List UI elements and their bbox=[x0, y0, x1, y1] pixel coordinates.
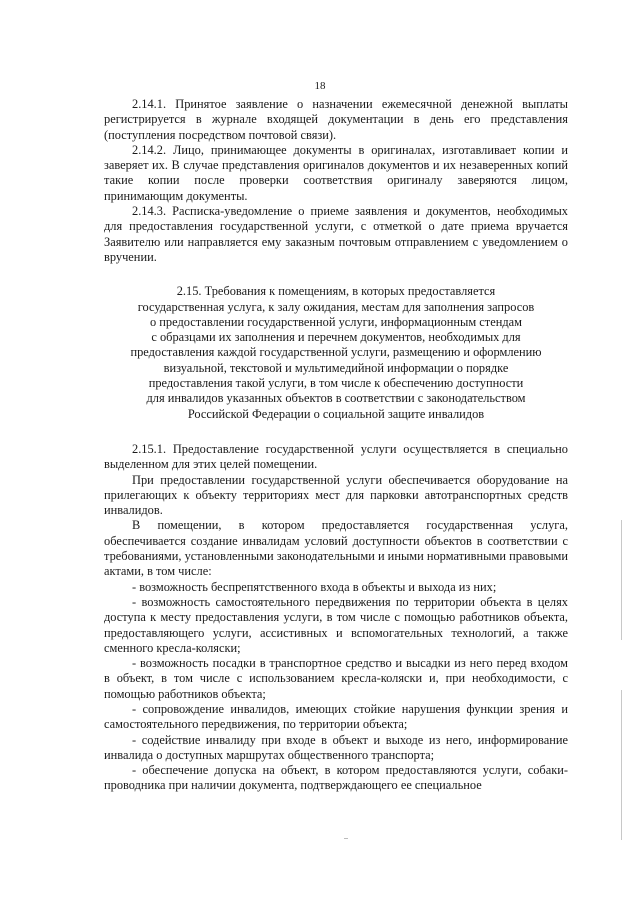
paragraph-2-14-1: 2.14.1. Принятое заявление о назначении ежемесячной денежной выплаты регистрируется в журнале входящей документации в день его представления (поступления посредством почтовой связи). bbox=[104, 97, 568, 142]
section-title-line: с образцами их заполнения и перечнем документов, необходимых для bbox=[151, 330, 521, 345]
section-title-line: 2.15. Требования к помещениям, в которых предоставляется bbox=[176, 284, 496, 299]
page-number: 18 bbox=[314, 80, 326, 92]
list-item: - возможность посадки в транспортное средство и высадки из него перед входом в объект, в том числе с использованием кресла-коляски и, при необходимости, с помощью работников объекта; bbox=[104, 656, 568, 701]
section-title-line: о предоставлении государственной услуги, информационным стендам bbox=[150, 314, 522, 329]
paragraph-2-14-3: 2.14.3. Расписка-уведомление о приеме заявления и документов, необходимых для предоставления государственной услуги, с отметкой о дате приема вручается Заявителю или направляется ему заказным почтовым отправлением с уведомлением о вручении. bbox=[104, 204, 568, 264]
section-title-line: предоставления такой услуги, в том числе к обеспечению доступности bbox=[148, 376, 524, 391]
section-title-2-15 bbox=[104, 284, 568, 422]
scan-speck bbox=[344, 838, 348, 839]
list-item: - сопровождение инвалидов, имеющих стойкие нарушения функции зрения и самостоятельного передвижения, по территории объекта; bbox=[104, 701, 568, 732]
list-item: - возможность самостоятельного передвижения по территории объекта в целях доступа к месту предоставления услуги, в том числе с помощью работников объекта, предоставляющего услуги, ассистивных и вспомогательных технологий, а также сменного кресла-коляски; bbox=[104, 594, 568, 655]
document-body bbox=[104, 97, 568, 794]
section-title-line: государственная услуга, к залу ожидания, местам для заполнения запросов bbox=[137, 299, 535, 314]
section-title-line: предоставления каждой государственной услуги, размещению и оформлению bbox=[130, 345, 542, 360]
list-item: - обеспечение допуска на объект, в котором предоставляются услуги, собаки-проводника при наличии документа, подтверждающего ее специальное bbox=[104, 763, 568, 793]
scan-edge-mark bbox=[621, 520, 622, 640]
paragraph-parking: При предоставлении государственной услуги обеспечивается оборудование на прилегающих к объекту территориях мест для парковки автотранспортных средств инвалидов. bbox=[104, 472, 568, 518]
paragraph-accessibility-intro: В помещении, в котором предоставляется государственная услуга, обеспечивается создание инвалидам условий доступности объектов в соответствии с требованиями, установленными законодательными и иными нормативными правовыми актами, в том числе: bbox=[104, 518, 568, 579]
paragraph-2-15-1: 2.15.1. Предоставление государственной услуги осуществляется в специально выделенном для этих целей помещении. bbox=[104, 441, 568, 472]
section-title-line: Российской Федерации о социальной защите инвалидов bbox=[187, 406, 485, 421]
list-item: - содействие инвалиду при входе в объект и выходе из него, информирование инвалида о доступных маршрутах общественного транспорта; bbox=[104, 732, 568, 762]
section-title-line: для инвалидов указанных объектов в соответствии с законодательством bbox=[146, 391, 526, 406]
paragraph-2-14-2: 2.14.2. Лицо, принимающее документы в оригиналах, изготавливает копии и заверяет их. В случае представления оригиналов документов и их незаверенных копий такие копии после проверки соответствия оригиналу заверяются лицом, принимающим документы. bbox=[104, 142, 568, 203]
list-item: - возможность беспрепятственного входа в объекты и выхода из них; bbox=[132, 579, 497, 594]
section-title-line: визуальной, текстовой и мультимедийной информации о порядке bbox=[163, 360, 509, 375]
scan-edge-mark bbox=[621, 690, 622, 840]
